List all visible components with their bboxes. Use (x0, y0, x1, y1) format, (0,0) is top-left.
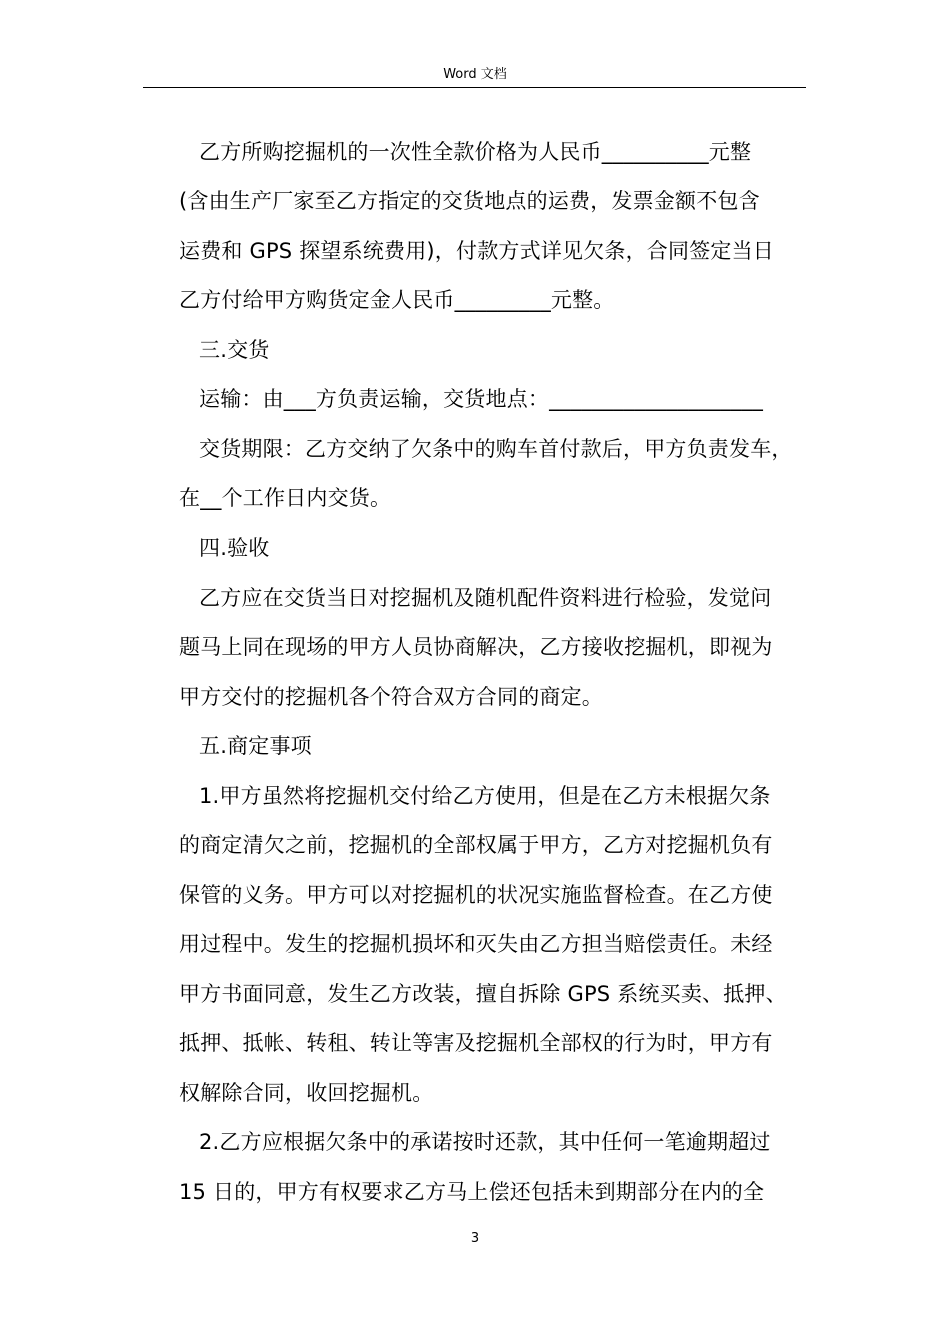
body-line: 在__个工作日内交货。 (179, 486, 392, 510)
body-line: 甲方交付的挖掘机各个符合双方合同的商定。 (179, 685, 603, 709)
body-line: 交货期限：乙方交纳了欠条中的购车首付款后，甲方负责发车， (199, 437, 793, 461)
body-line: 乙方付给甲方购货定金人民币_________元整。 (179, 288, 615, 312)
page-header-title: Word 文档 (443, 67, 507, 82)
body-line: 乙方应在交货当日对挖掘机及随机配件资料进行检验，发觉问 (199, 586, 772, 610)
body-line: (含由生产厂家至乙方指定的交货地点的运费，发票金额不包含 (179, 189, 760, 213)
body-line: 2.乙方应根据欠条中的承诺按时还款，其中任何一笔逾期超过 (199, 1130, 771, 1154)
section-heading: 三.交货 (199, 338, 270, 362)
body-line: 用过程中。发生的挖掘机损坏和灭失由乙方担当赔偿责任。未经 (179, 932, 773, 956)
body-line: 运输：由___方负责运输，交货地点：____________________ (199, 387, 764, 411)
body-line: 1.甲方虽然将挖掘机交付给乙方使用，但是在乙方未根据欠条 (199, 784, 771, 808)
body-line: 保管的义务。甲方可以对挖掘机的状况实施监督检查。在乙方使 (179, 883, 773, 907)
header-divider (143, 87, 806, 88)
body-line: 权解除合同，收回挖掘机。 (179, 1081, 434, 1105)
body-line: 15 日的，甲方有权要求乙方马上偿还包括未到期部分在内的全 (179, 1180, 765, 1204)
section-heading: 五.商定事项 (199, 734, 312, 758)
body-line: 的商定清欠之前，挖掘机的全部权属于甲方，乙方对挖掘机负有 (179, 833, 773, 857)
body-line: 运费和 GPS 探望系统费用)，付款方式详见欠条，合同签定当日 (179, 239, 775, 263)
body-line: 甲方书面同意，发生乙方改装，擅自拆除 GPS 系统买卖、抵押、 (179, 982, 787, 1006)
section-heading: 四.验收 (199, 536, 270, 560)
body-line: 乙方所购挖掘机的一次性全款价格为人民币__________元整 (199, 140, 752, 164)
page-number: 3 (470, 1231, 480, 1246)
body-line: 抵押、抵帐、转租、转让等害及挖掘机全部权的行为时，甲方有 (179, 1031, 773, 1055)
body-line: 题马上同在现场的甲方人员协商解决，乙方接收挖掘机，即视为 (179, 635, 773, 659)
